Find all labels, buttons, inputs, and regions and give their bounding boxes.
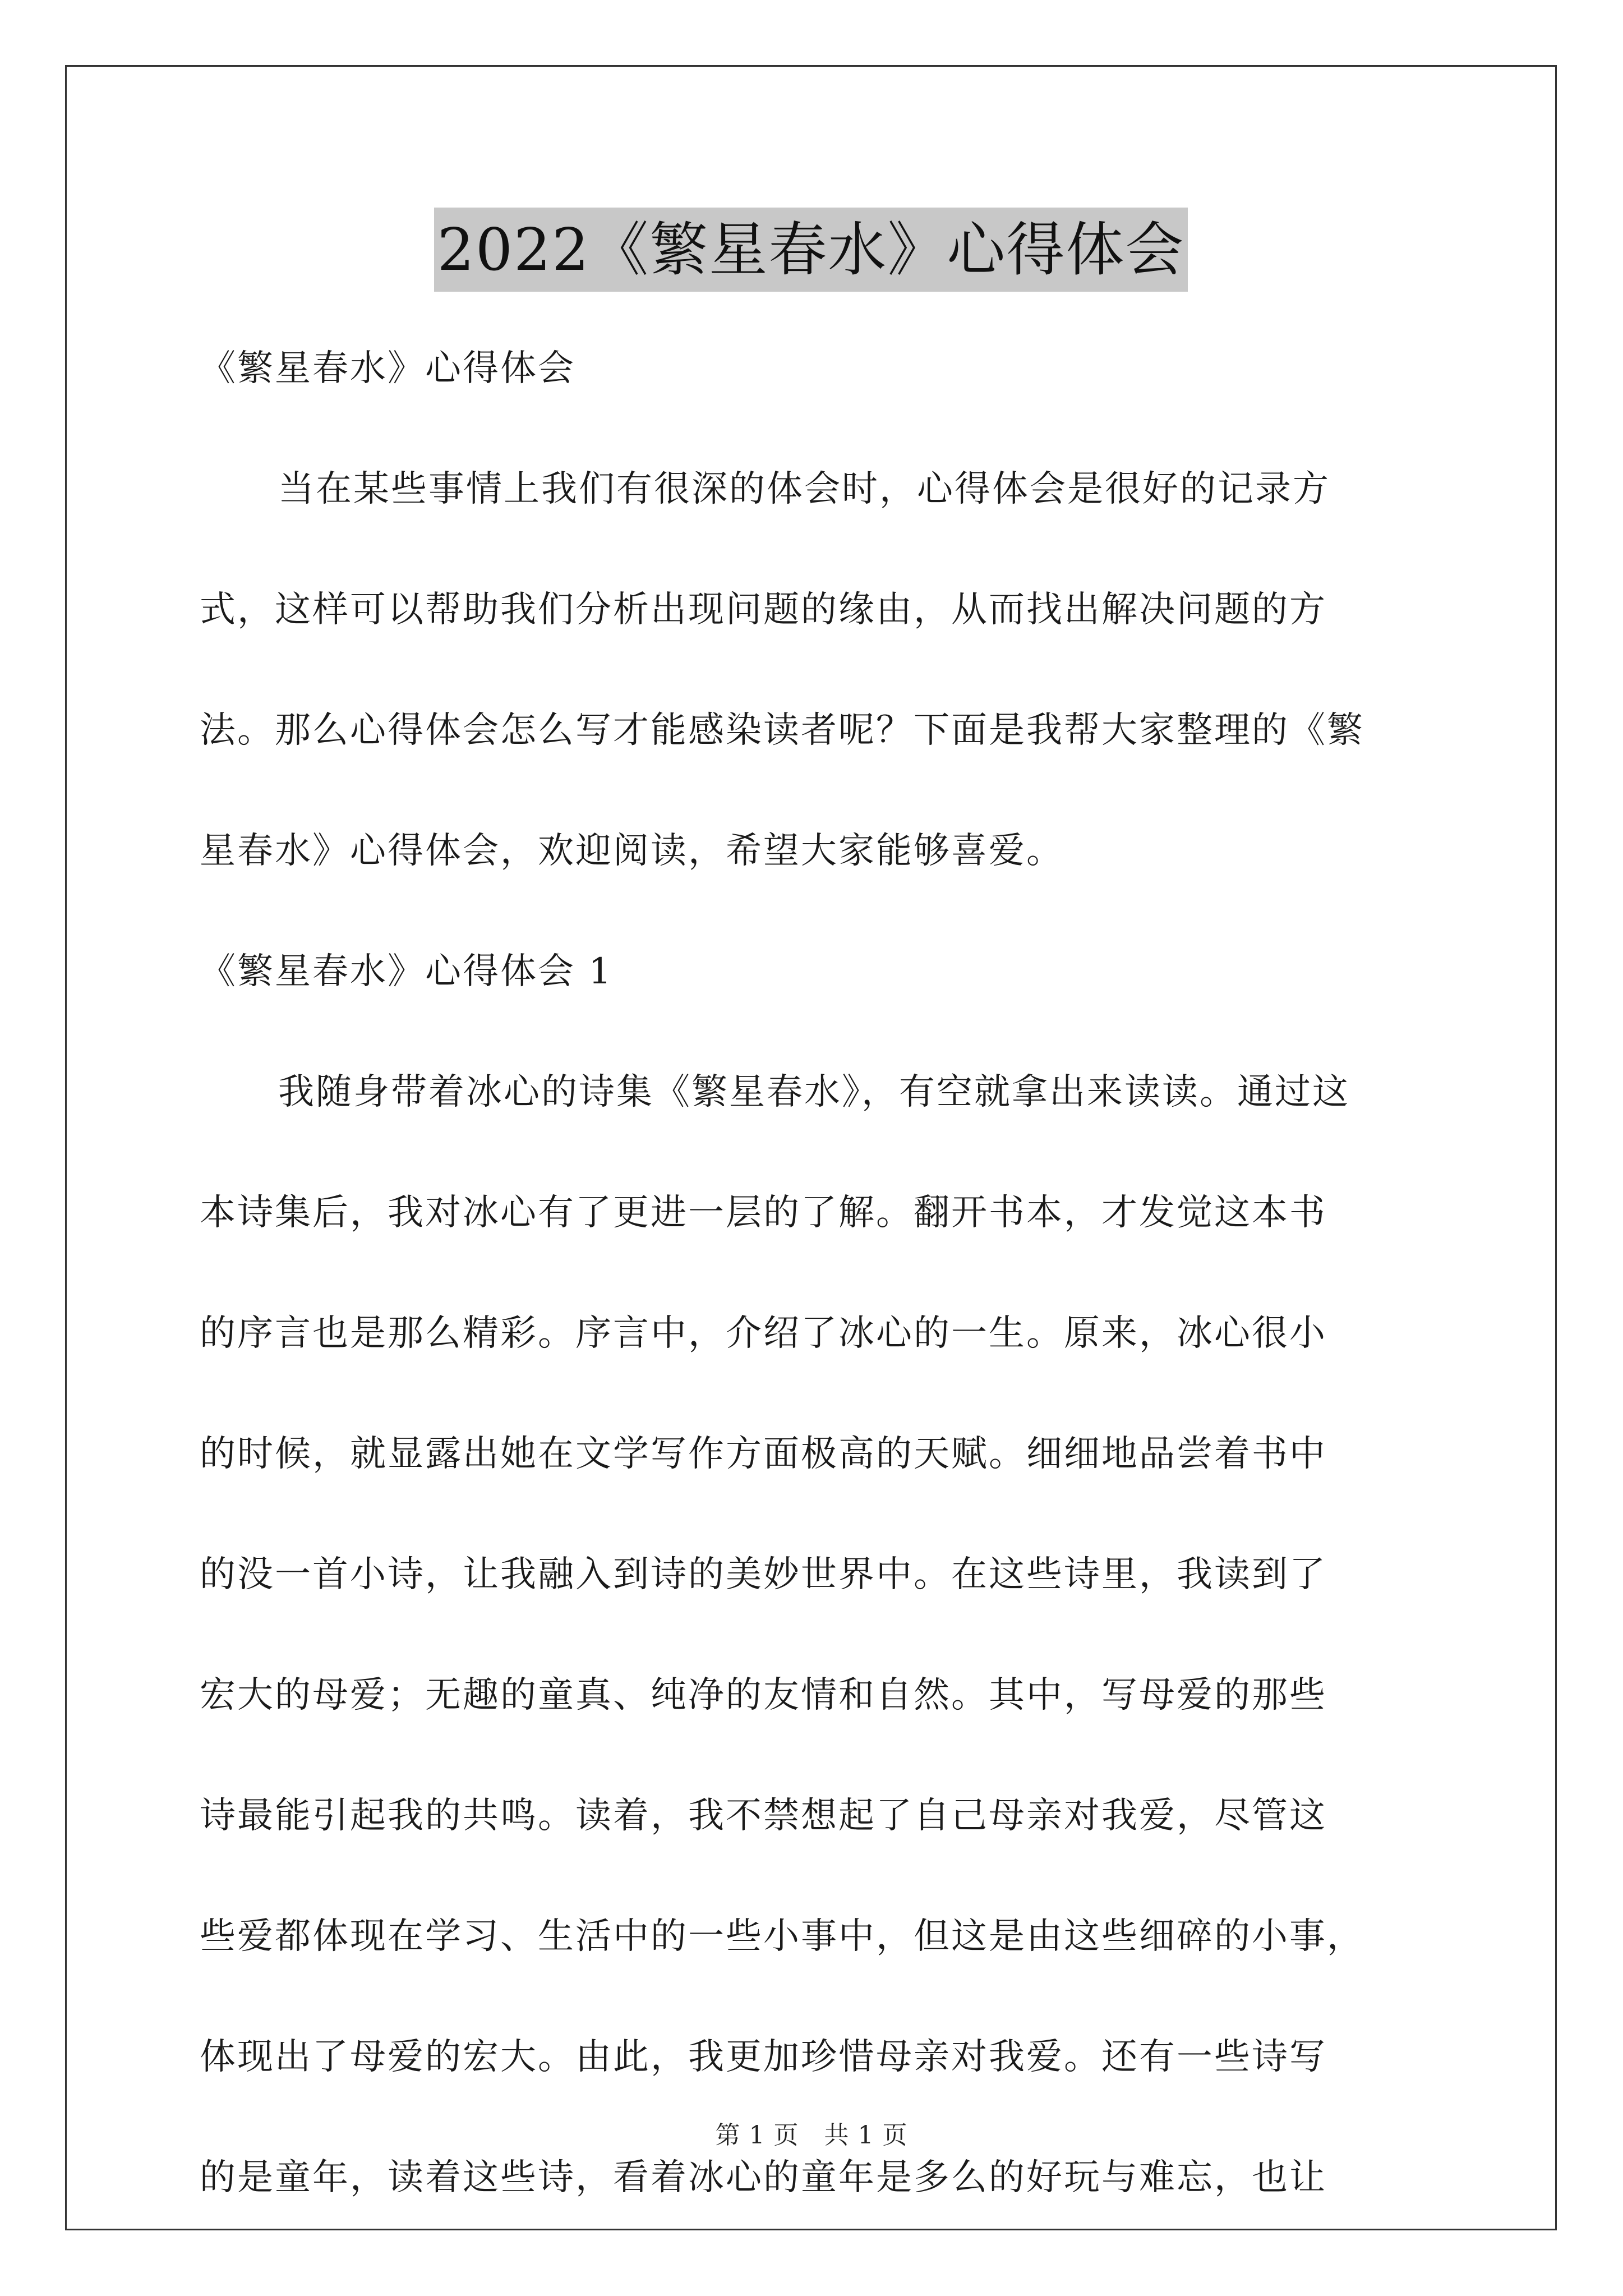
section-paragraph (200, 1032, 1422, 2238)
title-container (200, 208, 1422, 309)
intro-line: 式，这样可以帮助我们分析出现问题的缘由，从而找出解决问题的方 (200, 589, 1327, 631)
section-line: 的序言也是那么精彩。序言中，介绍了冰心的一生。原来，冰心很小 (200, 1313, 1327, 1354)
intro-paragraph (200, 429, 1422, 912)
document-body (200, 185, 1422, 2238)
intro-line: 当在某些事情上我们有很深的体会时，心得体会是很好的记录方 (278, 468, 1330, 510)
section-line: 的没一首小诗，让我融入到诗的美妙世界中。在这些诗里，我读到了 (200, 1554, 1327, 1595)
document-title: 2022《繁星春水》心得体会 (434, 208, 1188, 292)
page-footer: 第 1 页 共 1 页 (715, 2121, 908, 2150)
section-line: 我随身带着冰心的诗集《繁星春水》，有空就拿出来读读。通过这 (278, 1071, 1350, 1113)
section-heading: 《繁星春水》心得体会 1 (200, 951, 614, 992)
section-line: 本诗集后，我对冰心有了更进一层的了解。翻开书本，才发觉这本书 (200, 1192, 1327, 1234)
intro-line: 星春水》心得体会，欢迎阅读，希望大家能够喜爱。 (200, 830, 1064, 872)
section-line: 的时候，就显露出她在文学写作方面极高的天赋。细细地品尝着书中 (200, 1433, 1327, 1475)
subtitle: 《繁星春水》心得体会 (200, 348, 575, 389)
section-line: 宏大的母爱；无趣的童真、纯净的友情和自然。其中，写母爱的那些 (200, 1674, 1327, 1716)
intro-line: 法。那么心得体会怎么写才能感染读者呢？下面是我帮大家整理的《繁 (200, 710, 1364, 751)
section-line: 的是童年，读着这些诗，看着冰心的童年是多么的好玩与难忘，也让 (200, 2157, 1327, 2198)
section-line: 诗最能引起我的共鸣。读着，我不禁想起了自己母亲对我爱，尽管这 (200, 1795, 1327, 1837)
section-line: 体现出了母爱的宏大。由此，我更加珍惜母亲对我爱。还有一些诗写 (200, 2036, 1327, 2078)
section-line: 些爱都体现在学习、生活中的一些小事中，但这是由这些细碎的小事， (200, 1916, 1364, 1957)
